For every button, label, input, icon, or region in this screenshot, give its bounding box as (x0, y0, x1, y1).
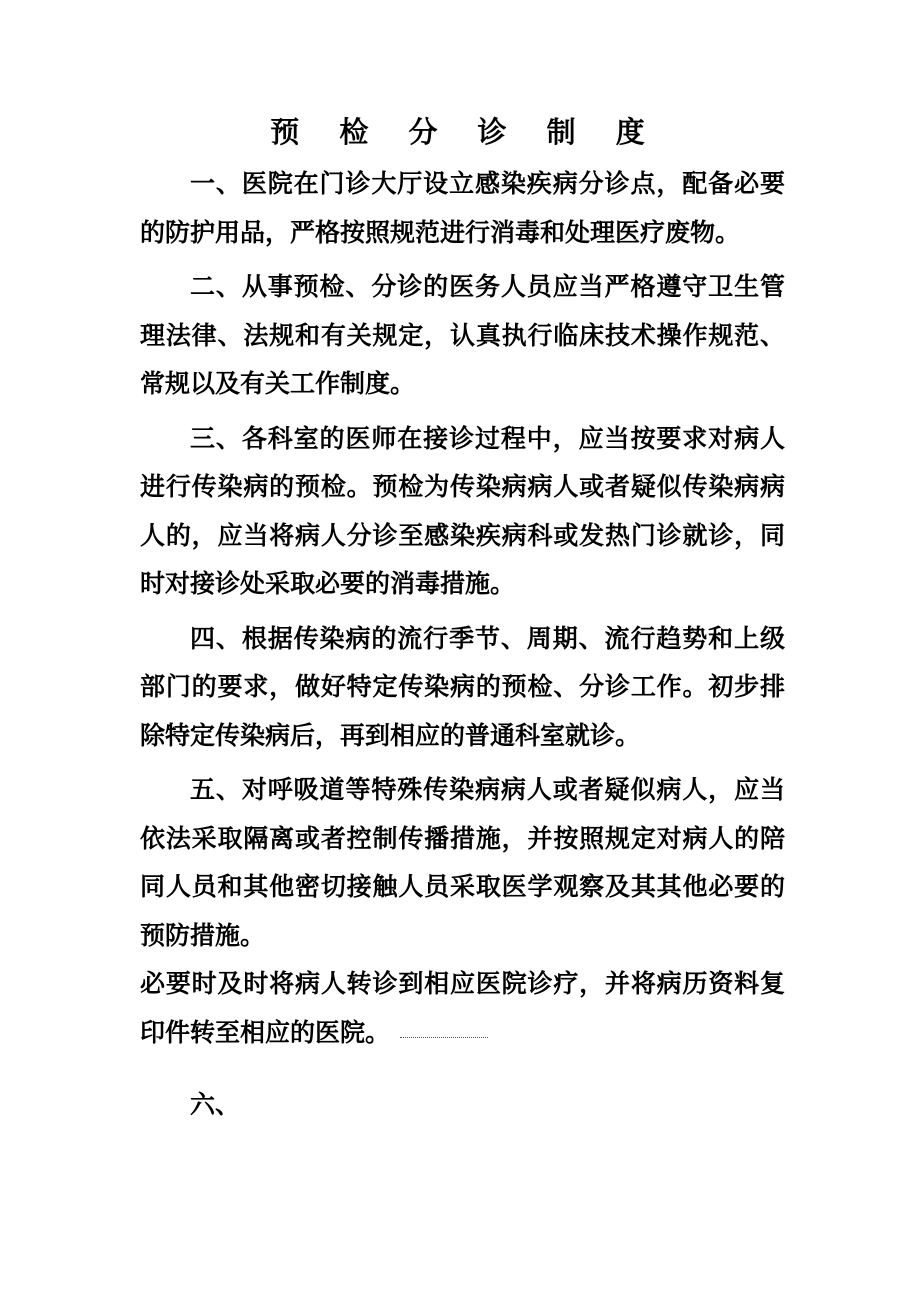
document-body (140, 160, 785, 1130)
paragraph-3: 三、各科室的医师在接诊过程中，应当按要求对病人进行传染病的预检。预检为传染病病人或者疑似传染病病人的，应当将病人分诊至感染疾病科或发热门诊就诊，同时对接诊处采取必要的消毒措施。 (140, 423, 785, 598)
document-title: 预 检 分 诊 制 度 (270, 115, 660, 149)
paragraph-6-heading: 六、 (190, 1090, 241, 1119)
paragraph-gap (140, 1057, 785, 1081)
paragraph-2: 二、从事预检、分诊的医务人员应当严格遵守卫生管理法律、法规和有关规定，认真执行临床技术操作规范、常规以及有关工作制度。 (140, 272, 785, 398)
dotted-leader (400, 1031, 488, 1038)
paragraph-unindented (140, 960, 785, 1057)
paragraph-unindented-text: 必要时及时将病人转诊到相应医院诊疗，并将病历资料复印件转至相应的医院。 (140, 969, 785, 1047)
paragraph-1: 一、医院在门诊大厅设立感染疾病分诊点，配备必要的防护用品，严格按照规范进行消毒和处理医疗废物。 (140, 169, 785, 247)
paragraph-5: 五、对呼吸道等特殊传染病病人或者疑似病人，应当依法采取隔离或者控制传播措施，并按照规定对病人的陪同人员和其他密切接触人员采取医学观察及其其他必要的预防措施。 (140, 775, 785, 950)
paragraph-4: 四、根据传染病的流行季节、周期、流行趋势和上级部门的要求，做好特定传染病的预检、分诊工作。初步排除特定传染病后，再到相应的普通科室就诊。 (140, 623, 785, 750)
